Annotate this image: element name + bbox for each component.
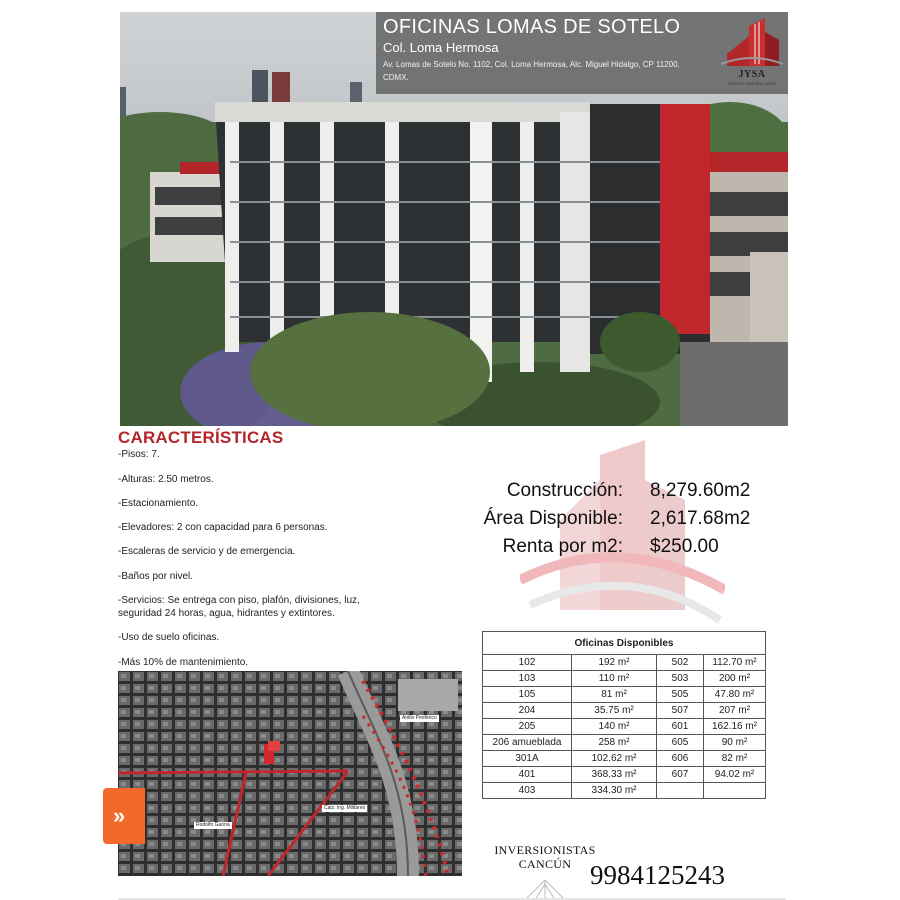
office-number: 105 [483,687,572,703]
office-number: 601 [657,719,704,735]
office-area: 81 m² [572,687,657,703]
characteristics-heading: CARACTERÍSTICAS [118,428,284,447]
table-row [483,783,766,799]
office-area: 102.62 m² [572,751,657,767]
table-row [483,671,766,687]
rent-label: Renta por m2: [502,536,623,557]
logo-name: JYSA [738,69,766,80]
office-area: 112.70 m² [704,655,766,671]
page-title: OFICINAS LOMAS DE SOTELO [383,16,681,38]
office-number: 502 [657,655,704,671]
office-number [657,783,704,799]
office-area: 82 m² [704,751,766,767]
office-area: 207 m² [704,703,766,719]
feature-item: -Escaleras de servicio y de emergencia. [118,546,296,557]
double-chevron-right-icon: » [113,803,126,828]
neighborhood-subtitle: Col. Loma Hermosa [383,40,499,55]
office-number: 606 [657,751,704,767]
office-number: 301A [483,751,572,767]
brand-line-2: CANCÚN [518,857,572,871]
feature-item: -Baños por nivel. [118,571,194,582]
office-number: 507 [657,703,704,719]
table-row [483,751,766,767]
phone-number[interactable]: 9984125243 [590,860,725,890]
rent-value: $250.00 [650,536,719,557]
feature-item: -Estacionamiento. [118,498,199,509]
office-area: 200 m² [704,671,766,687]
table-row [483,719,766,735]
map-label-periferico: Anillo Periférico [402,715,437,721]
table-row [483,687,766,703]
address-text: Av. Lomas de Sotelo No. 1102, Col. Loma Hermosa, Alc. Miguel Hidalgo, CP 11200, CDMX. [383,60,680,82]
office-area: 162.16 m² [704,719,766,735]
office-number: 205 [483,719,572,735]
office-number: 401 [483,767,572,783]
office-number: 206 amueblada [483,735,572,751]
office-area: 35.75 m² [572,703,657,719]
available-offices-table [482,631,766,799]
feature-item: -Alturas: 2.50 metros. [118,474,214,485]
feature-item: -Uso de suelo oficinas. [118,632,220,643]
office-number: 605 [657,735,704,751]
watermark-logo [520,440,725,630]
available-area-label: Área Disponible: [483,508,623,529]
next-page-button[interactable] [103,788,145,844]
feature-item: -Servicios: Se entrega con piso, plafón, divisiones, luz, seguridad 24 horas, agua, hidrantes y extintores. [118,595,360,619]
map-label-militares: Calz. Ing. Militares [324,805,366,811]
office-area: 334.30 m² [572,783,657,799]
office-number: 505 [657,687,704,703]
office-area: 94.02 m² [704,767,766,783]
office-number: 503 [657,671,704,687]
office-number: 204 [483,703,572,719]
office-number: 607 [657,767,704,783]
brand-line-1: INVERSIONISTAS [494,843,596,857]
title-banner [376,12,788,94]
table-row [483,767,766,783]
office-area: 47.80 m² [704,687,766,703]
construction-label: Construcción: [506,480,623,501]
brand-name [490,843,600,871]
available-area-value: 2,617.68m2 [650,508,751,529]
table-row [483,703,766,719]
office-number: 103 [483,671,572,687]
feature-item: -Pisos: 7. [118,449,160,460]
construction-value: 8,279.60m2 [650,480,751,501]
table-row [483,655,766,671]
building-logo-icon [515,878,575,900]
jysa-logo [719,14,785,92]
table-header: Oficinas Disponibles [483,632,766,655]
office-number: 102 [483,655,572,671]
feature-item: -Más 10% de mantenimiento. [118,657,249,668]
office-area [704,783,766,799]
office-area: 110 m² [572,671,657,687]
map-label-rodolfo-gaona: Rodolfo Gaona [196,822,230,828]
office-area: 368.33 m² [572,767,657,783]
office-area: 192 m² [572,655,657,671]
office-area: 140 m² [572,719,657,735]
office-area: 90 m² [704,735,766,751]
table-row [483,735,766,751]
office-area: 258 m² [572,735,657,751]
location-map [118,671,462,876]
office-number: 403 [483,783,572,799]
feature-item: -Elevadores: 2 con capacidad para 6 personas. [118,522,328,533]
logo-tagline: GRUPO INMOBILIARIO [727,81,777,86]
